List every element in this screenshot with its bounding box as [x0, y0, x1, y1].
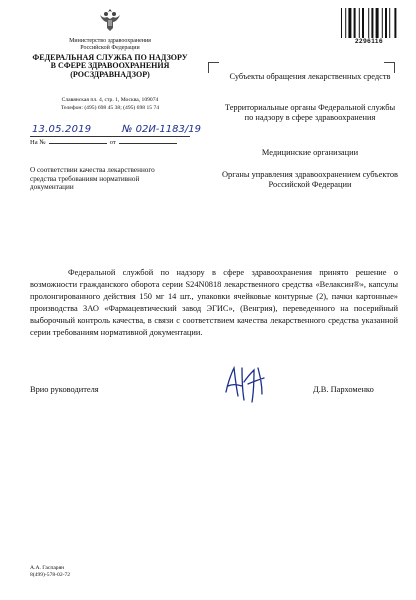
registration-line [30, 124, 200, 150]
registration-number: № 02И-1183/19 [122, 124, 201, 135]
emblem-icon [96, 6, 124, 34]
signatory-name: Д.В. Пархоменко [313, 385, 374, 394]
recipient-2: Территориальные органы Федеральной службы по надзору в сфере здравоохранения [224, 103, 396, 122]
executor-info: А.А. Гаспарян 8(499)-578-02-72 [30, 565, 71, 578]
ministry-name: Министерство здравоохранения Российской Федерации [69, 38, 151, 51]
signatory-role: Врио руководителя [30, 385, 99, 394]
handwritten-signature [218, 362, 278, 404]
letter-body: Федеральной службой по надзору в сфере здравоохранения принято решение о возможности гражданского оборота серии S24N0818 лекарственного средства «Велаксин®», капсулы пролонгированного действия 150 мг 14 шт., упаковки ячейковые контурные (2), пачки картонные» производства ЗАО «Фармацевтический завод ЭГИС», (Венгрия), переведенного на посерийный выборочный контроль качества, в связи с соответствием качества лекарственного средства указанной серии требованиям нормативной документации. [30, 268, 398, 337]
service-name: ФЕДЕРАЛЬНАЯ СЛУЖБА ПО НАДЗОРУ В СФЕРЕ ЗДРАВООХРАНЕНИЯ (РОСЗДРАВНАДЗОР) [32, 53, 188, 79]
service-address: Славянская пл. 4, стр. 1, Москва, 109074 Телефон: (495) 698 45 38; (495) 698 15 74 [60, 97, 160, 111]
barcode-icon [340, 8, 398, 38]
letter-subject: О соответствии качества лекарственного средства требованиям нормативной документации [30, 166, 155, 191]
barcode-number: 2296116 [354, 38, 384, 45]
registration-date: 13.05.2019 [32, 124, 92, 135]
recipient-3: Медицинские организации [261, 148, 359, 157]
registration-underline [30, 136, 190, 137]
recipient-4: Органы управления здравоохранением субъектов Российской Федерации [222, 170, 398, 189]
recipient-1: Субъекты обращения лекарственных средств [229, 72, 391, 81]
reference-line: На № от [30, 139, 180, 146]
address-corner-left [208, 62, 219, 73]
